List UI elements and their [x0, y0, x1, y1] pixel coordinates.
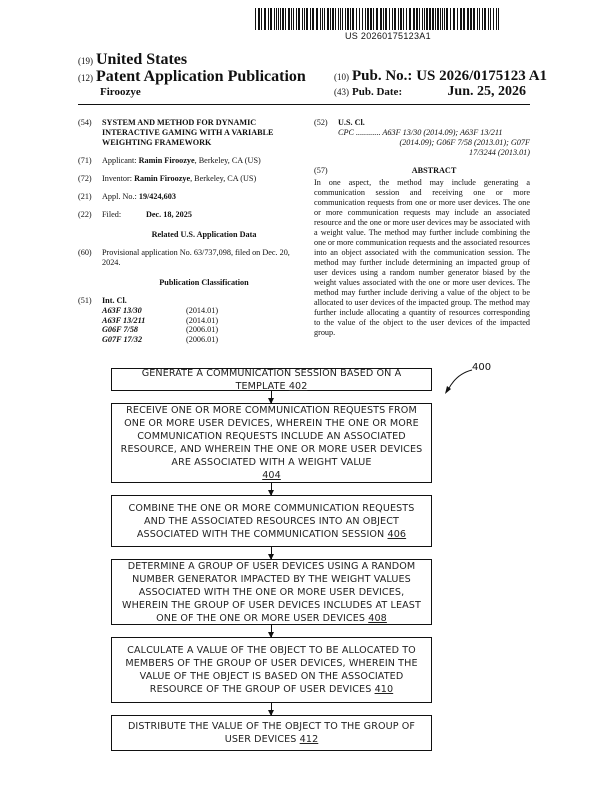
us-cl-label: U.S. Cl.: [338, 118, 365, 127]
step-ref: 406: [387, 528, 407, 540]
publication-type: [78, 68, 306, 86]
pub-date-label: Pub. Date:: [352, 86, 403, 98]
publication-classification-heading: Publication Classification: [159, 278, 249, 287]
classification-symbol: G07F 17/32: [102, 334, 143, 344]
int-cl-table: [102, 306, 218, 344]
applicant-label: Applicant:: [102, 156, 137, 165]
inventor-short: Firoozye: [100, 86, 141, 98]
inid-code: (19): [78, 56, 93, 66]
flow-arrow: [271, 391, 272, 403]
inid-code: (57): [314, 166, 328, 175]
applicant-location: , Berkeley, CA (US): [194, 156, 261, 165]
related-data-heading: Related U.S. Application Data: [151, 230, 257, 239]
classification-symbol: G06F 7/58: [102, 325, 139, 335]
country-name: United States: [96, 51, 188, 68]
flow-step-404: [111, 403, 432, 483]
title-row: [78, 118, 306, 148]
flow-step-412: [111, 715, 432, 751]
step-text: GENERATE A COMMUNICATION SESSION BASED ON A TEMPLATE: [141, 367, 402, 392]
inid-code: (51): [78, 296, 92, 305]
applicant-row: [78, 156, 306, 166]
inventor-name: Ramin Firoozye: [134, 174, 191, 183]
applicant-name: Ramin Firoozye: [138, 156, 195, 165]
pub-date-value: Jun. 25, 2026: [447, 84, 526, 99]
provisional-text: Provisional application No. 63/737,098, filed on Dec. 20, 2024.: [102, 248, 290, 267]
publication-number-top: US 20260175123A1: [345, 31, 431, 41]
us-cl-row: [314, 118, 530, 128]
inid-code: (54): [78, 118, 92, 127]
classification-date: (2006.01): [186, 334, 219, 344]
step-ref: 408: [368, 612, 387, 624]
inid-code: (43): [334, 87, 349, 97]
inid-code: (22): [78, 210, 92, 219]
abstract-heading: ABSTRACT: [411, 166, 457, 175]
inid-code: (72): [78, 174, 92, 183]
bibliographic-right-column: [314, 118, 530, 338]
flow-arrow: [271, 483, 272, 495]
table-row: [102, 335, 218, 345]
flow-arrow: [271, 547, 272, 559]
int-cl-label: Int. Cl.: [102, 296, 127, 305]
inventor-row: [78, 174, 306, 184]
pub-number-label: Pub. No.:: [352, 68, 413, 84]
cpc-line: (2014.09); G06F 7/58 (2013.01); G07F: [399, 138, 530, 147]
header-rule: [78, 104, 530, 105]
pub-date: [334, 86, 526, 98]
table-row: [102, 316, 218, 326]
classification-date: (2014.01): [186, 315, 219, 325]
appl-no-label: Appl. No.:: [102, 192, 137, 201]
cpc-line: 17/3244 (2013.01): [469, 148, 530, 157]
provisional-row: [78, 248, 306, 268]
filed-value: Dec. 18, 2025: [146, 210, 192, 219]
flow-step-410: [111, 637, 432, 703]
step-text: RECEIVE ONE OR MORE COMMUNICATION REQUESTS FROM ONE OR MORE USER DEVICES, WHEREIN THE ONE OR MORE COMMUNICATION REQUESTS INCLUDE AN ASSOCIATED RESOURCE, AND WHEREIN THE ONE OR MORE USER DEVICES ARE ASSOCIATED WITH A WEIGHT VALUE: [120, 405, 423, 468]
flow-step-408: [111, 559, 432, 625]
country-heading: [78, 51, 187, 69]
flow-step-406: [111, 495, 432, 547]
step-ref: 404: [262, 470, 281, 481]
inid-code: (71): [78, 156, 92, 165]
table-row: [102, 325, 218, 335]
filed-row: [78, 210, 306, 220]
inid-code: (21): [78, 192, 92, 201]
table-row: [102, 306, 218, 316]
inventor-location: , Berkeley, CA (US): [190, 174, 257, 183]
pub-number-value: US 2026/0175123 A1: [416, 68, 548, 84]
step-ref: 410: [374, 684, 394, 695]
classification-date: (2014.01): [186, 306, 219, 315]
step-text: DISTRIBUTE THE VALUE OF THE OBJECT TO THE GROUP OF USER DEVICES: [127, 721, 416, 745]
barcode: [255, 8, 499, 30]
abstract-text: In one aspect, the method may include generating a communication session and receiving one or more communication requests from one or more user devices. The one or more communication requests may include an associated resource and the one or more user devices may be associated with a weight value. The method may further include combining the one or more communication requests and the associated resources into an object associated with the communication session. The method may further include determining an impacted group of user devices using a random number generator biased by the weight values associated with the one or more user devices. The method may further include deriving a value of the object to be allocated to user devices of the impacted group. The method may further include allocating a quantity of resources corresponding to the value of the object to the user devices of the impacted group.: [314, 178, 530, 337]
inid-code: (10): [334, 72, 349, 82]
figure-leader-arrow: [442, 368, 474, 398]
int-cl-row: [78, 296, 306, 306]
abstract-row: [314, 166, 530, 176]
flow-arrow: [271, 625, 272, 637]
cpc-line: CPC ............ A63F 13/30 (2014.09); A63F 13/211: [338, 128, 503, 137]
step-ref: 412: [299, 734, 319, 745]
figure-reference-number: 400: [472, 362, 492, 373]
appl-no-row: [78, 192, 306, 202]
publication-type-label: Patent Application Publication: [96, 68, 306, 85]
inid-code: (60): [78, 248, 92, 257]
step-text: CALCULATE A VALUE OF THE OBJECT TO BE ALLOCATED TO MEMBERS OF THE GROUP OF USER DEVICES, WHEREIN THE VALUE OF THE OBJECT IS BASED ON THE ASSOCIATED RESOURCE OF THE GROUP OF USER DEVICES: [125, 645, 418, 695]
inventor-label: Inventor:: [102, 174, 133, 183]
bibliographic-left-column: [78, 118, 306, 344]
appl-no-value: 19/424,603: [138, 192, 176, 201]
flow-arrow: [271, 703, 272, 715]
inid-code: (52): [314, 118, 328, 127]
step-ref: 402: [288, 380, 308, 392]
cpc-block: [338, 128, 530, 158]
classification-date: (2006.01): [186, 325, 219, 335]
classification-symbol: A63F 13/211: [102, 315, 146, 325]
invention-title: SYSTEM AND METHOD FOR DYNAMIC INTERACTIVE GAMING WITH A VARIABLE WEIGHTING FRAMEWORK: [102, 118, 274, 147]
inid-code: (12): [78, 73, 93, 83]
filed-label: Filed:: [102, 210, 122, 219]
flow-step-402: [111, 368, 432, 391]
step-text: COMBINE THE ONE OR MORE COMMUNICATION REQUESTS AND THE ASSOCIATED RESOURCES INTO AN OBJECT ASSOCIATED WITH THE COMMUNICATION SESSION: [128, 502, 415, 540]
pub-number: [334, 68, 547, 85]
classification-symbol: A63F 13/30: [102, 306, 142, 315]
step-text: DETERMINE A GROUP OF USER DEVICES USING A RANDOM NUMBER GENERATOR IMPACTED BY THE WEIGHT VALUES ASSOCIATED WITH THE ONE OR MORE USER DEVICES, WHEREIN THE GROUP OF USER DEVICES INCLUDES AT LEAST ONE OF THE ONE OR MORE USER DEVICES: [122, 560, 421, 624]
